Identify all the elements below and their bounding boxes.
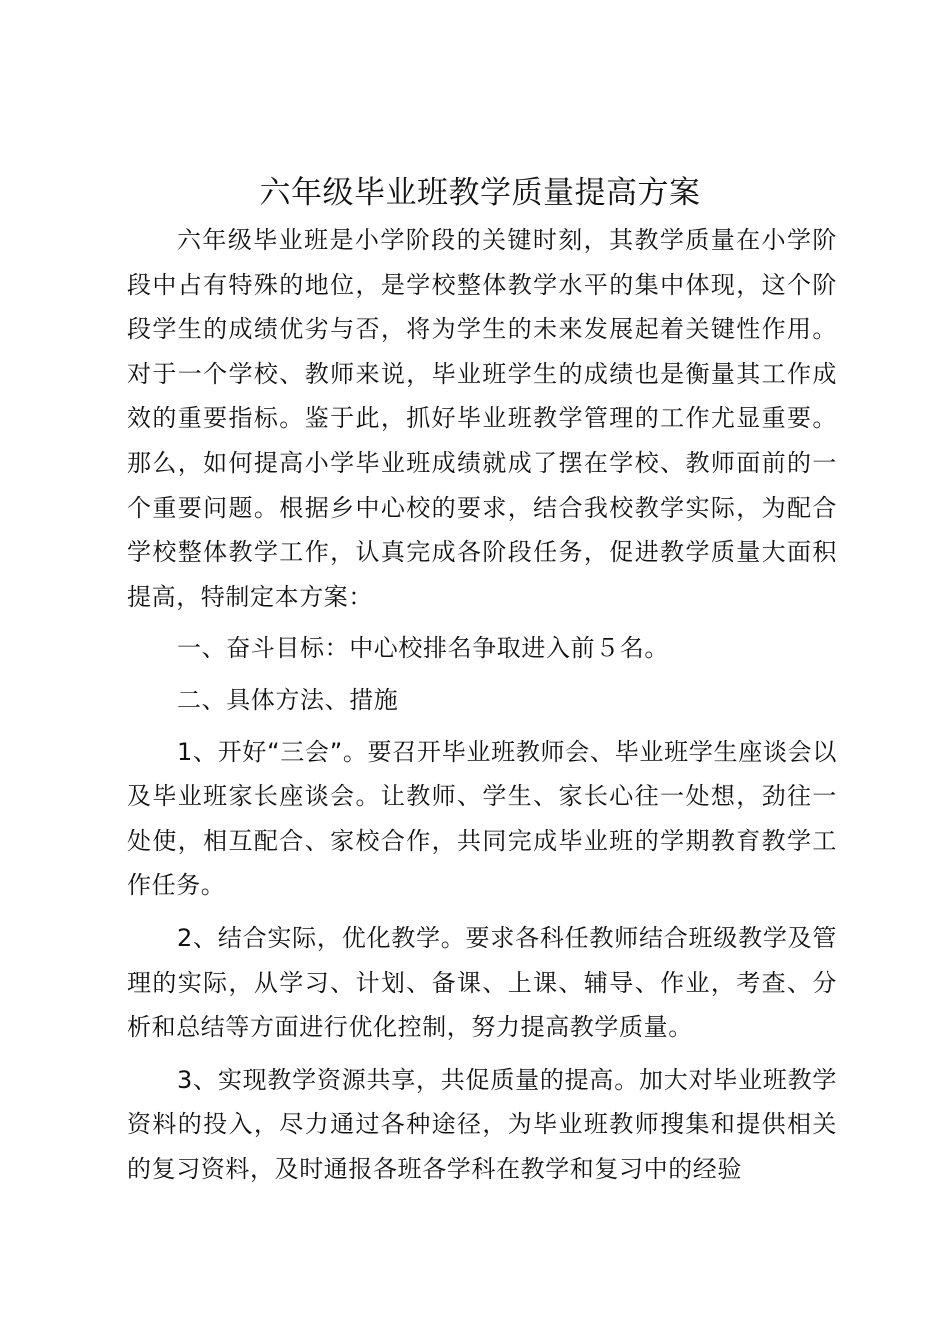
document-title: 六年级毕业班教学质量提高方案: [259, 175, 701, 211]
method-item-1: 1、开好“三会”。要召开毕业班教师会、毕业班学生座谈会以及毕业班家长座谈会。让教师、学生、家长心往一处想，劲往一处使，相互配合、家校合作，共同完成毕业班的学期教育教学工作任务。: [127, 737, 837, 900]
intro-paragraph: 六年级毕业班是小学阶段的关键时刻，其教学质量在小学阶段中占有特殊的地位，是学校整体教学水平的集中体现，这个阶段学生的成绩优劣与否，将为学生的未来发展起着关键性作用。对于一个学校、教师来说，毕业班学生的成绩也是衡量其工作成效的重要指标。鉴于此，抓好毕业班教学管理的工作尤显重要。那么，如何提高小学毕业班成绩就成了摆在学校、教师面前的一个重要问题。根据乡中心校的要求，结合我校教学实际，为配合学校整体教学工作，认真完成各阶段任务，促进教学质量大面积提高，特制定本方案：: [127, 226, 837, 611]
method-item-2: 2、结合实际，优化教学。要求各科任教师结合班级教学及管理的实际，从学习、计划、备课、上课、辅导、作业，考查、分析和总结等方面进行优化控制，努力提高教学质量。: [127, 923, 837, 1042]
method-item-3: 3、实现教学资源共享，共促质量的提高。加大对毕业班教学资料的投入，尽力通过各种途径，为毕业班教师搜集和提供相关的复习资料，及时通报各班各学科在教学和复习中的经验: [127, 1065, 837, 1183]
section-goal: 一、奋斗目标：中心校排名争取进入前５名。: [177, 634, 669, 663]
section-methods-heading: 二、具体方法、措施: [177, 685, 399, 714]
document-page: [127, 168, 837, 1191]
